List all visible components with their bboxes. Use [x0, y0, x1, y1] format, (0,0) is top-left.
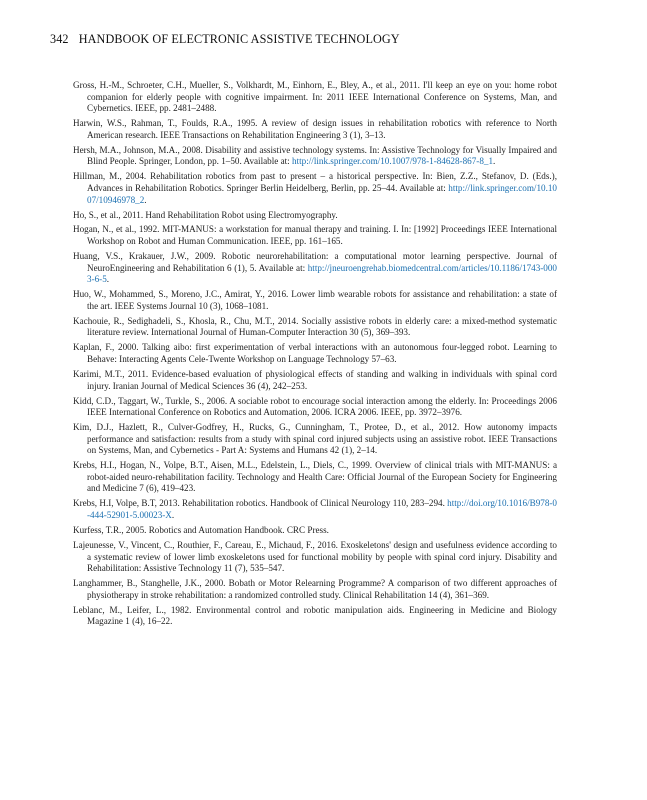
- reference-entry: [73, 540, 557, 575]
- reference-entry: [73, 460, 557, 495]
- reference-entry: [73, 316, 557, 339]
- reference-entry: [73, 145, 557, 168]
- reference-entry: [73, 525, 557, 537]
- reference-entry: [73, 578, 557, 601]
- running-head: [50, 32, 610, 47]
- page-number: 342: [50, 32, 69, 46]
- book-title: HANDBOOK OF ELECTRONIC ASSISTIVE TECHNOLOGY: [78, 32, 400, 46]
- reference-tail: .: [144, 194, 147, 205]
- reference-tail: .: [106, 274, 110, 285]
- reference-list: [73, 80, 557, 631]
- reference-tail: .: [171, 510, 175, 521]
- reference-tail: .: [493, 156, 496, 167]
- reference-text: Gross, H.-M., Schroeter, C.H., Mueller, S., Volkhardt, M., Einhorn, E., Bley, A., et al., 2011. I'll keep an eye on you: home robot companion for elderly people with cognitive impairment. In: 2011 IEEE International Conference on Systems, Man, and Cybernetics. IEEE, pp. 2481–2488.: [73, 80, 557, 114]
- reference-entry: [73, 210, 557, 222]
- reference-text: Hogan, N., et al., 1992. MIT-MANUS: a workstation for manual therapy and training. I. In: [1992] Proceedings IEEE International Workshop on Robot and Human Communication. IEEE, pp. 161–165.: [73, 224, 557, 247]
- reference-link[interactable]: http://link.springer.com/10.1007/978-1-84628-867-8_1: [292, 156, 494, 167]
- reference-entry: [73, 498, 557, 521]
- reference-text: Lajeunesse, V., Vincent, C., Routhier, F., Careau, E., Michaud, F., 2016. Exoskeletons' design and usefulness evidence according to a systematic review of lower limb exoskeletons used for functional mobility by people with spinal cord injury. Disability and Rehabilitation: Assistive Technology 11 (7), 535–547.: [73, 540, 557, 574]
- reference-text: Ho, S., et al., 2011. Hand Rehabilitation Robot using Electromyography.: [73, 209, 338, 220]
- reference-entry: [73, 171, 557, 206]
- reference-text: Kidd, C.D., Taggart, W., Turkle, S., 2006. A sociable robot to encourage social interaction among the elderly. In: Proceedings 2006 IEEE International Conference on Robotics and Automation, 2006. ICRA 2006. IEEE, pp. 3972–3976.: [73, 395, 557, 418]
- reference-text: Krebs, H.I., Hogan, N., Volpe, B.T., Aisen, M.L., Edelstein, L., Diels, C., 1999. Overview of clinical trials with MIT-MANUS: a robot-aided neuro-rehabilitation facility. Technology and Health Care: Official Journal of the European Society for Engineering and Medicine 7 (6), 419–423.: [73, 460, 557, 494]
- reference-entry: [73, 422, 557, 457]
- reference-text: Kaplan, F., 2000. Talking aibo: first experimentation of verbal interactions with an autonomous four-legged robot. Learning to Behave: Interacting Agents Cele-Twente Workshop on Language Technology 57–63.: [73, 342, 557, 364]
- reference-text: Huang, V.S., Krakauer, J.W., 2009. Robotic neurorehabilitation: a computational motor learning perspective. Journal of NeuroEngineering and Rehabilitation 6 (1), 5. Available at:: [73, 251, 557, 273]
- reference-entry: [73, 224, 557, 247]
- reference-entry: [73, 369, 557, 392]
- reference-entry: [73, 118, 557, 141]
- reference-text: Karimi, M.T., 2011. Evidence-based evaluation of physiological effects of standing and walking in individuals with spinal cord injury. Iranian Journal of Medical Sciences 36 (4), 242–253.: [73, 368, 557, 391]
- reference-entry: [73, 289, 557, 312]
- reference-entry: [73, 80, 557, 115]
- reference-text: Leblanc, M., Leifer, L., 1982. Environmental control and robotic manipulation aids. Engineering in Medicine and Biology Magazine 1 (4), 16–22.: [73, 604, 557, 627]
- reference-entry: [73, 251, 557, 286]
- reference-text: Kachouie, R., Sedighadeli, S., Khosla, R., Chu, M.T., 2014. Socially assistive robots in elderly care: a mixed-method systematic literature review. International Journal of Human-Computer Interaction 30 (5), 369–393.: [73, 315, 557, 338]
- reference-link[interactable]: http://doi.org/10.1016/B978-0-444-52901-5.00023-X: [87, 498, 557, 521]
- reference-text: Langhammer, B., Stanghelle, J.K., 2000. Bobath or Motor Relearning Programme? A comparison of two different approaches of physiotherapy in stroke rehabilitation: a randomized controlled study. Clinical Rehabilitation 14 (4), 361–369.: [73, 578, 557, 600]
- reference-text: Krebs, H.I, Volpe, B.T, 2013. Rehabilitation robotics. Handbook of Clinical Neurology 110, 283–294.: [73, 498, 448, 509]
- reference-link[interactable]: http://jneuroengrehab.biomedcentral.com/articles/10.1186/1743-0003-6-5: [87, 262, 557, 285]
- reference-link[interactable]: http://link.springer.com/10.1007/10946978_2: [87, 182, 557, 205]
- reference-text: Kurfess, T.R., 2005. Robotics and Automation Handbook. CRC Press.: [73, 525, 329, 536]
- reference-entry: [73, 605, 557, 628]
- reference-entry: [73, 342, 557, 365]
- reference-text: Kim, D.J., Hazlett, R., Culver-Godfrey, H., Rucks, G., Cunningham, T., Protee, D., et al., 2012. How autonomy impacts performance and satisfaction: results from a study with spinal cord injured subjects using an assistive robot. IEEE Transactions on Systems, Man, and Cybernetics - Part A: Systems and Humans 42 (1), 2–14.: [73, 422, 557, 456]
- reference-text: Huo, W., Mohammed, S., Moreno, J.C., Amirat, Y., 2016. Lower limb wearable robots for assistance and rehabilitation: a state of the art. IEEE Systems Journal 10 (3), 1068–1081.: [73, 289, 557, 311]
- reference-text: Hillman, M., 2004. Rehabilitation robotics from past to present – a historical perspective. In: Bien, Z.Z., Stefanov, D. (Eds.), Advances in Rehabilitation Robotics. Springer Berlin Heidelberg, Berlin, pp. 25–44. Available at:: [73, 171, 557, 193]
- reference-text: Hersh, M.A., Johnson, M.A., 2008. Disability and assistive technology systems. In: Assistive Technology for Visually Impaired and Blind People. Springer, London, pp. 1–50. Available at:: [73, 144, 557, 167]
- reference-entry: [73, 396, 557, 419]
- reference-text: Harwin, W.S., Rahman, T., Foulds, R.A., 1995. A review of design issues in rehabilitation robotics with reference to North American research. IEEE Transactions on Rehabilitation Engineering 3 (1), 3–13.: [73, 118, 557, 140]
